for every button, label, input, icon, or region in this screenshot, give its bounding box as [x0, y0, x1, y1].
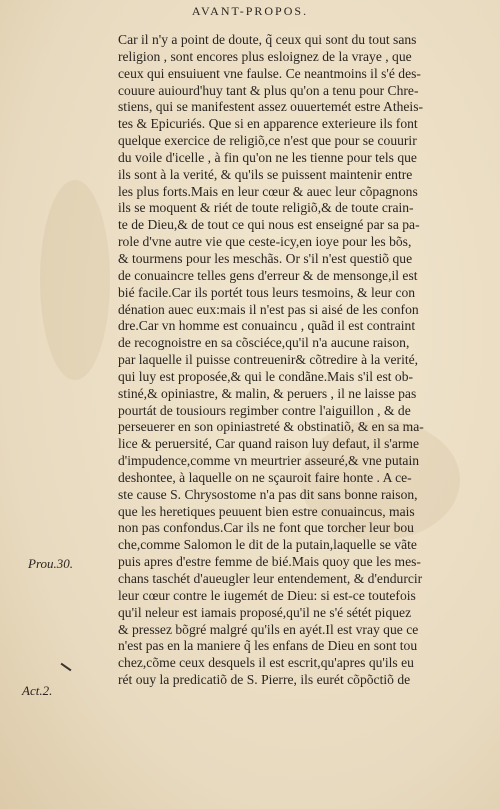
text-line: & tourmens pour les meschãs. Or s'il n'est questiõ que — [118, 250, 413, 266]
text-line: & pressez bõgré malgré qu'ils en ayét.Il est vray que ce — [118, 621, 419, 637]
text-line: religion , sont encores plus esloignez de la vraye , que — [118, 48, 412, 64]
text-line: chans taschét d'aueugler leur entendement, & d'endurcir — [118, 571, 423, 586]
text-line: du voile d'icelle , à fin qu'on ne les tienne pour tels que — [118, 149, 417, 165]
text-line: qui luy est proposée,& qui le condãne.Mais s'il est ob- — [118, 368, 414, 384]
text-line: lice & peruersité, Car quand raison luy defaut, il s'arme — [118, 436, 420, 452]
text-line: dre.Car vn homme est conuaincu , quãd il est contraint — [118, 318, 416, 334]
text-line: qu'il neleur est iamais proposé,qu'il ne s'é sétét piquez — [118, 604, 412, 620]
text-line: d'impudence,comme vn meurtrier asseuré,& vne putain — [118, 453, 420, 469]
text-line: te de Dieu,& de tout ce qui nous est enseigné par sa pa- — [118, 217, 420, 233]
text-line: role d'vne autre vie que ceste-icy,en ioye pour les bõs, — [118, 234, 412, 250]
text-line: les plus forts.Mais en leur cœur & auec leur cõpagnons — [118, 183, 418, 199]
text-line: deshontee, à laquelle on ne sçauroit faire honte . A ce- — [118, 469, 412, 485]
text-line: leur cœur contre le iugemét de Dieu: si est-ce toutefois — [118, 587, 416, 603]
text-line: par laquelle il puisse contreuenir& cõtredire à la verité, — [118, 352, 419, 368]
text-line: perseuerer en son opiniastreté & obstinatiõ, & en sa ma- — [118, 419, 424, 435]
pencil-mark — [61, 663, 72, 672]
text-line: ils sont à la verité, & qu'ils se puissent maintenir entre — [118, 166, 413, 182]
text-line: pourtát de tousiours regimber contre l'aiguillon , & de — [118, 402, 411, 418]
margin-note-prov: Prou.30. — [28, 556, 74, 571]
text-line: Car il n'y a point de doute, q̃ ceux qui sont du tout sans — [118, 32, 417, 47]
text-line: stiné,& opiniastre, & malin, & peruers , il ne laisse pas — [118, 385, 417, 401]
text-line: tes & Epicuriés. Que si en apparence exterieure ils font — [118, 116, 418, 132]
paper-stain — [40, 180, 110, 380]
text-line: che,comme Salomon le dit de la putain,laquelle se vãte — [118, 537, 417, 553]
text-line: de recognoistre en sa cõsciéce,qu'il n'a aucune raison, — [118, 335, 410, 351]
text-line: couure auiourd'huy tant & plus qu'on a tenu pour Chre- — [118, 82, 419, 98]
body-text — [118, 32, 443, 689]
text-line: bié facile.Car ils portét tous leurs tesmoins, & leur con — [118, 284, 416, 300]
text-line: n'est pas en la maniere q̃ les enfans de Dieu en sont tou — [118, 638, 418, 654]
text-line: chez,cõme ceux desquels il est escrit,qu'apres qu'ils eu — [118, 655, 414, 671]
margin-note-act: Act.2. — [22, 683, 53, 698]
text-line: stiens, qui se manifestent assez ouuertemét estre Atheis- — [118, 99, 424, 115]
text-line: de conuaincre telles gens d'erreur & de mensonge,il est — [118, 267, 418, 283]
text-line: ils se moquent & riét de toute religiõ,& de toute crain- — [118, 200, 414, 216]
text-line: dénation auec eux:mais il n'est pas si aisé de les confon — [118, 301, 419, 317]
running-head: AVANT-PROPOS. — [191, 4, 309, 18]
text-line: puis apres d'estre femme de bié.Mais quoy que les mes- — [118, 554, 421, 570]
text-line: quelque exercice de religiõ,ce n'est que pour se couurir — [118, 133, 417, 149]
text-line: rét ouy la predicatiõ de S. Pierre, ils eurét cõpõctiõ de — [118, 672, 411, 688]
text-line: ste cause S. Chrysostome n'a pas dit sans bonne raison, — [118, 486, 418, 502]
text-line: que les heretiques peuuent bien estre conuaincus, mais — [118, 503, 415, 519]
text-line: ceux qui ensuiuent vne faulse. Ce neantmoins il s'é des- — [118, 65, 421, 81]
text-line: non pas confondus.Car ils ne font que torcher leur bou — [118, 520, 414, 536]
